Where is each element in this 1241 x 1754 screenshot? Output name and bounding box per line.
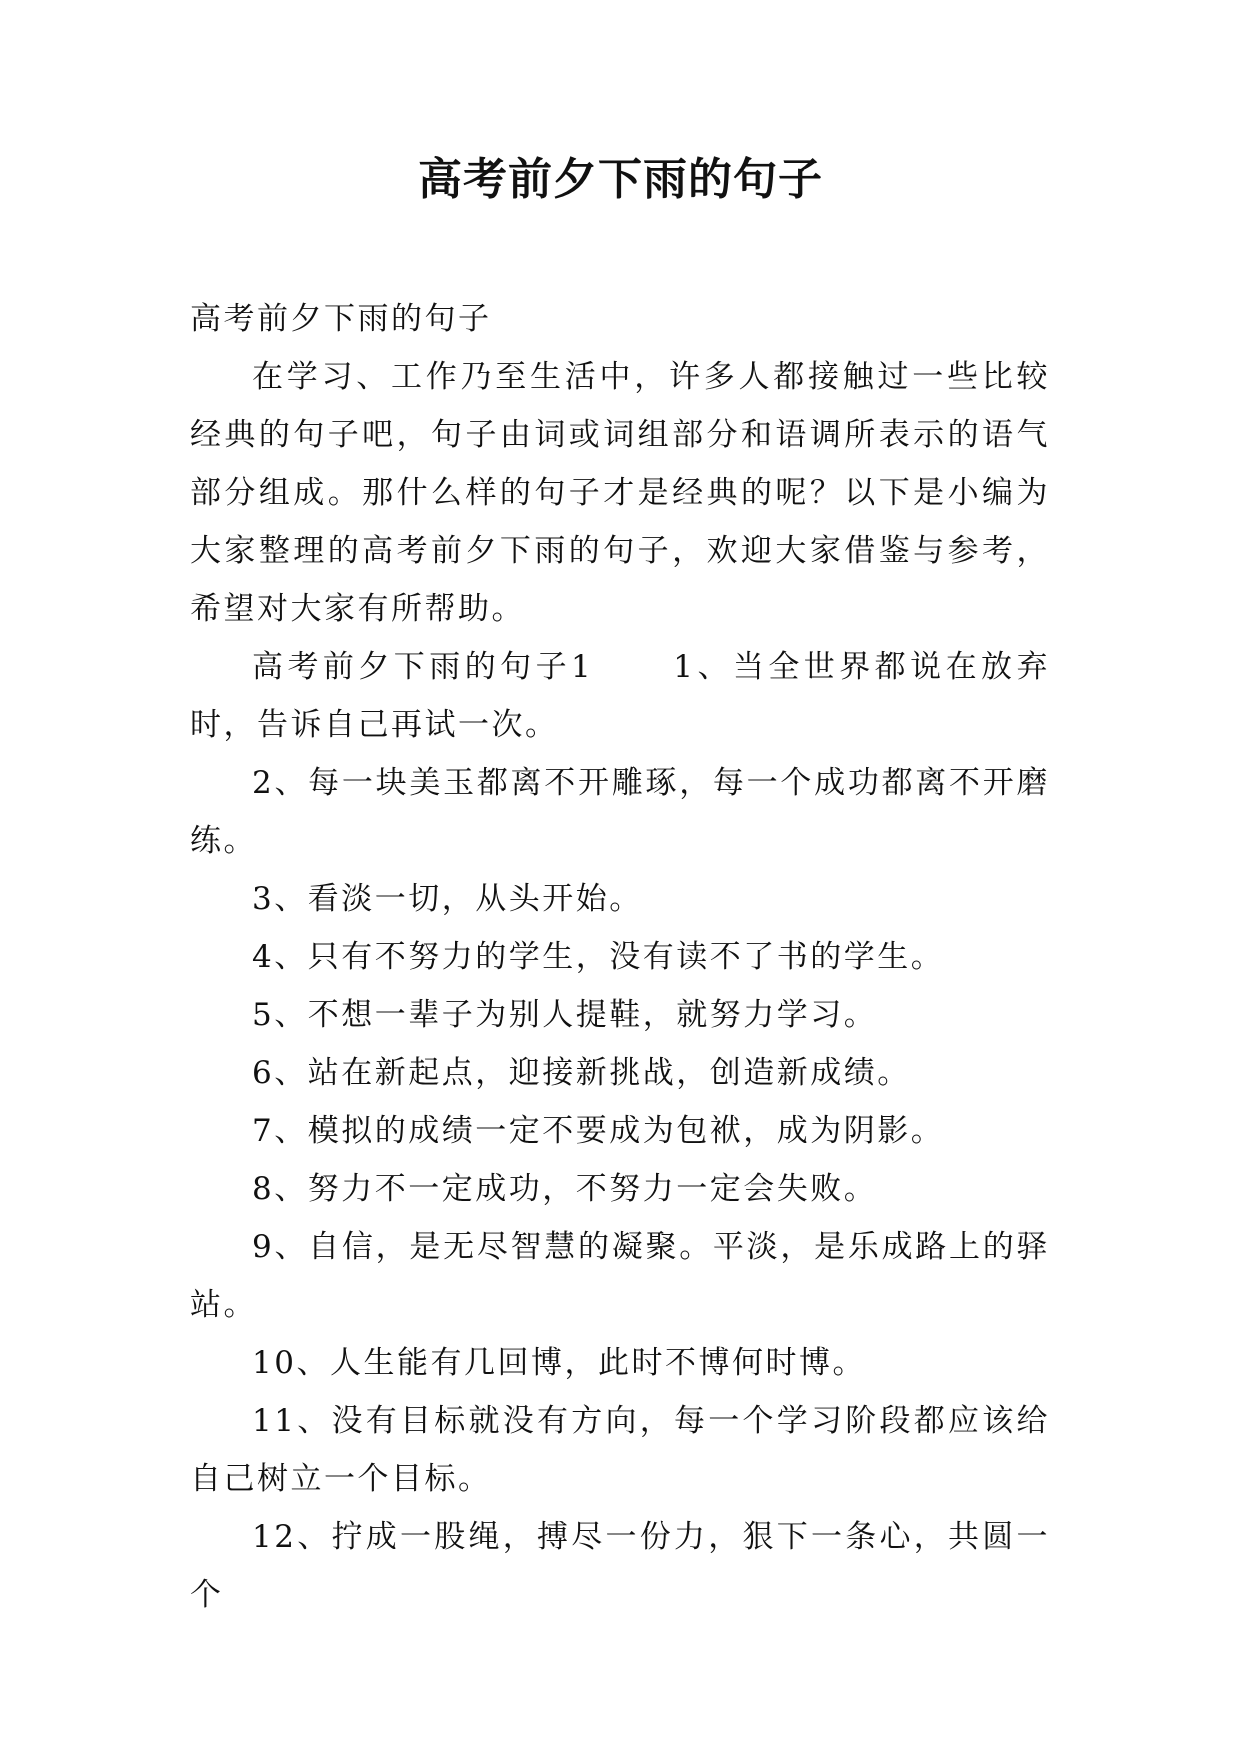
list-item: 11、没有目标就没有方向，每一个学习阶段都应该给自己树立一个目标。: [190, 1403, 1050, 1497]
list-item: 12、拧成一股绳，搏尽一份力，狠下一条心，共圆一个: [190, 1519, 1050, 1613]
section-heading: 高考前夕下雨的句子1: [252, 649, 594, 685]
document-title: 高考前夕下雨的句子: [418, 154, 823, 205]
list-item: 9、自信，是无尽智慧的凝聚。平淡，是乐成路上的驿站。: [190, 1229, 1050, 1323]
section-paragraph: [190, 638, 1050, 754]
list-item: 4、只有不努力的学生，没有读不了书的学生。: [252, 939, 945, 975]
list-item: 8、努力不一定成功，不努力一定会失败。: [252, 1171, 878, 1207]
list-item: 1、当全世界都说在放弃时，告诉自己再试一次。: [190, 649, 1050, 743]
subtitle-line: 高考前夕下雨的句子: [190, 301, 492, 337]
list-item: 6、站在新起点，迎接新挑战，创造新成绩。: [252, 1055, 911, 1091]
document-body: [190, 290, 1050, 1624]
intro-paragraph: 在学习、工作乃至生活中，许多人都接触过一些比较经典的句子吧，句子由词或词组部分和语调所表示的语气部分组成。那什么样的句子才是经典的呢？以下是小编为大家整理的高考前夕下雨的句子，欢迎大家借鉴与参考，希望对大家有所帮助。: [190, 359, 1050, 627]
list-item: 3、看淡一切，从头开始。: [252, 881, 643, 917]
list-item: 7、模拟的成绩一定不要成为包袱，成为阴影。: [252, 1113, 945, 1149]
list-item: 5、不想一辈子为别人提鞋，就努力学习。: [252, 997, 878, 1033]
list-item: 2、每一块美玉都离不开雕琢，每一个成功都离不开磨练。: [190, 765, 1050, 859]
list-item: 10、人生能有几回博，此时不博何时博。: [252, 1345, 866, 1381]
